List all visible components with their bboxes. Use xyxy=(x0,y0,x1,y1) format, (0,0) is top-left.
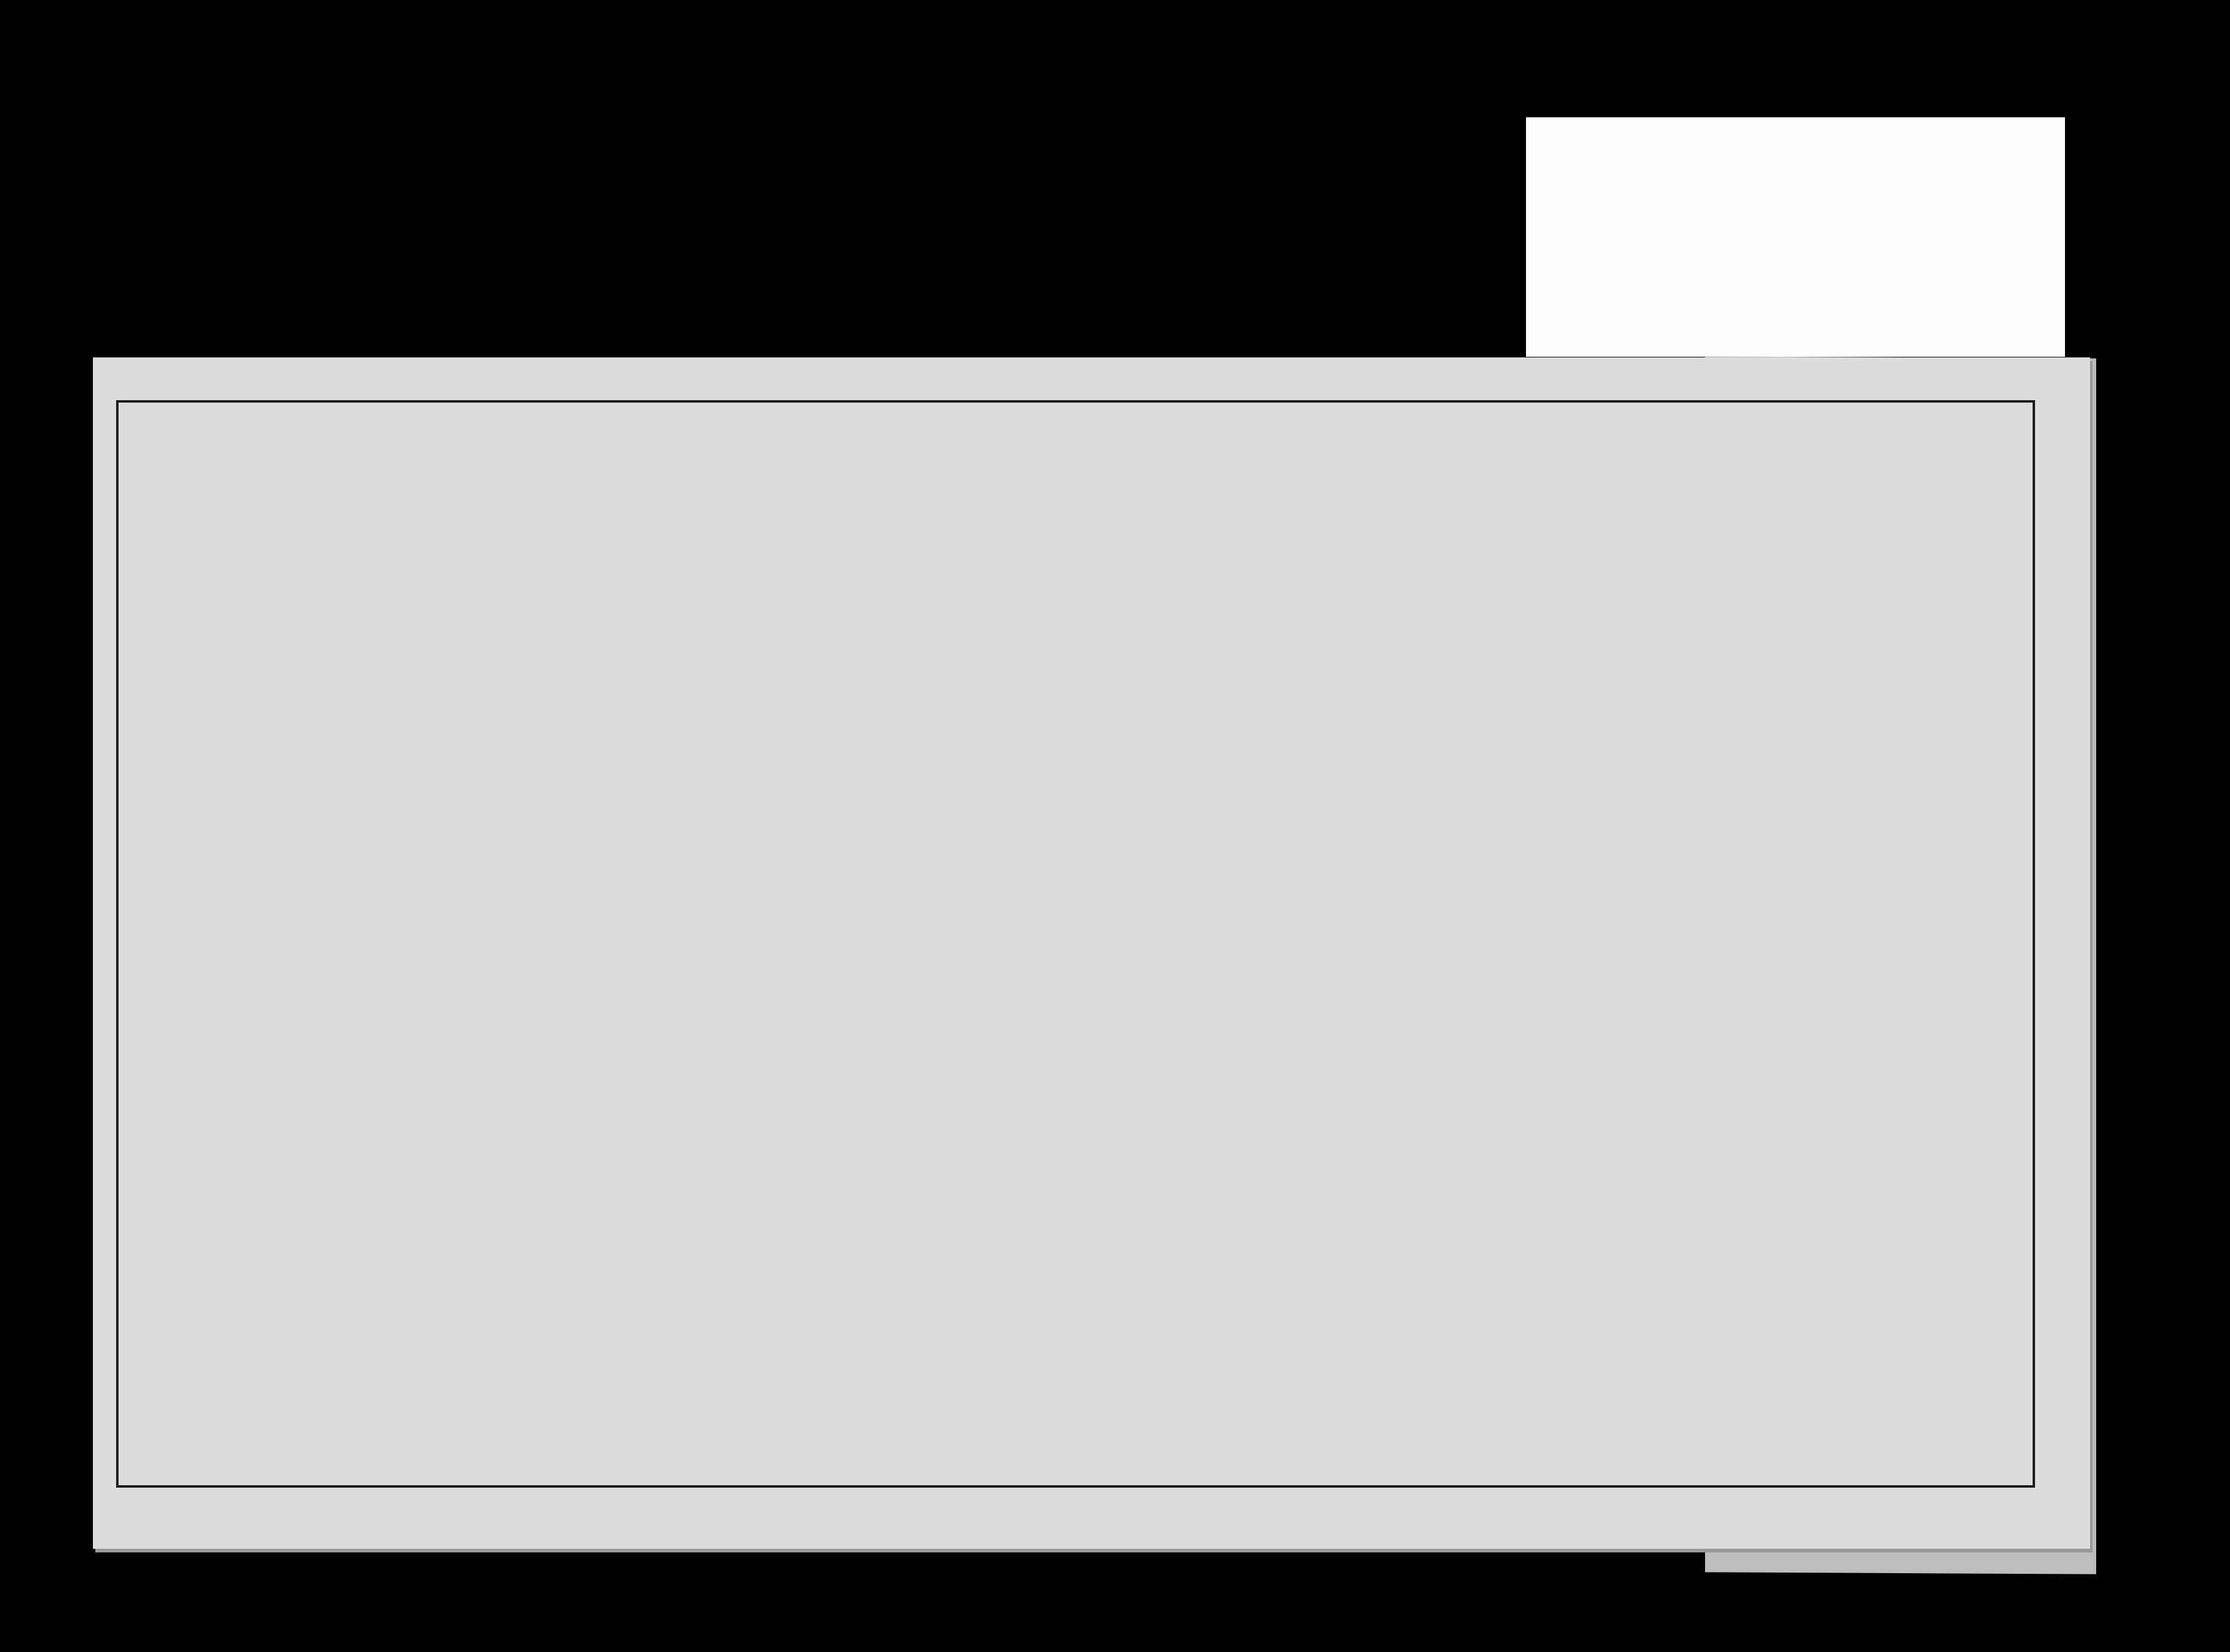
form-frame xyxy=(116,400,2035,1488)
bleed-through-card xyxy=(1526,117,2065,357)
